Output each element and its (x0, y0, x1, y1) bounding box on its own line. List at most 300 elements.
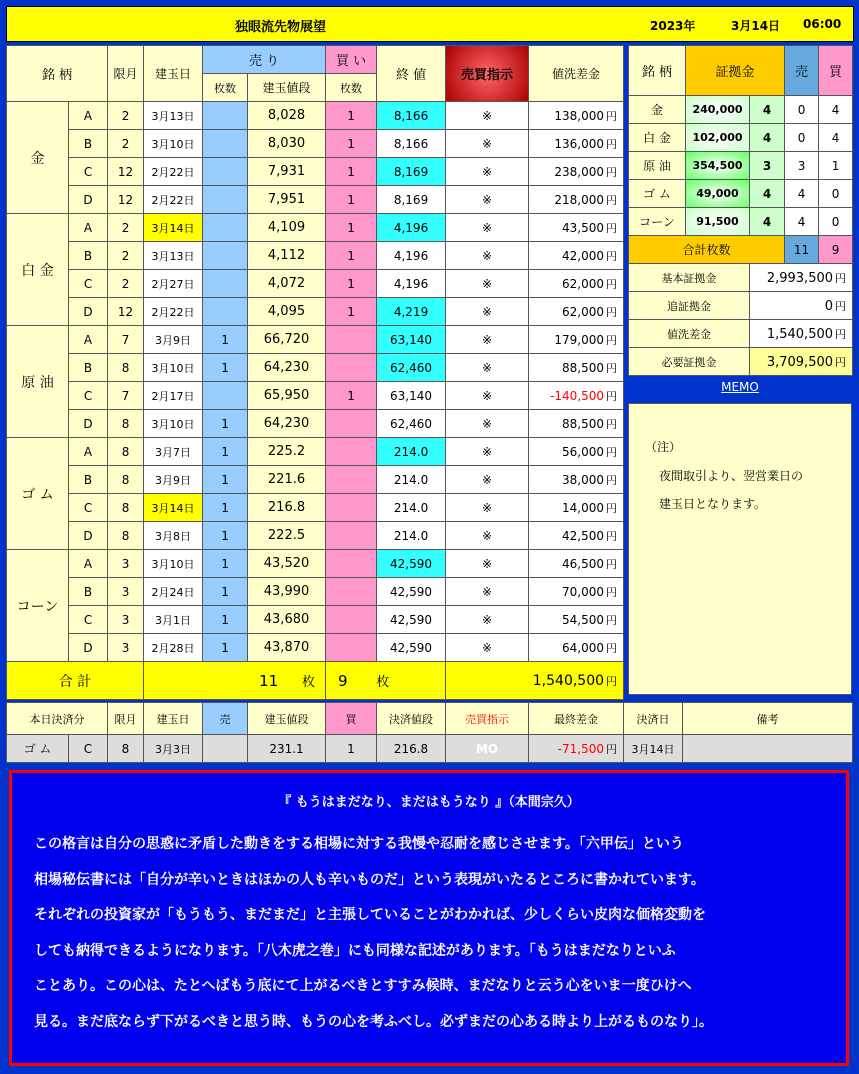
grade: B (69, 354, 108, 382)
grade: A (69, 438, 108, 466)
grade: B (69, 130, 108, 158)
summary-row (629, 292, 853, 320)
table-row (7, 242, 624, 270)
grade: C (69, 494, 108, 522)
margin-count: 4 (750, 124, 785, 152)
total-sell (144, 662, 326, 700)
yen-unit: 円 (606, 109, 618, 123)
sell-count: 1 (203, 634, 248, 662)
month: 2 (108, 130, 144, 158)
instruction: ※ (446, 326, 529, 354)
settle-instruction: MO (446, 735, 529, 763)
margin-count: 4 (750, 180, 785, 208)
settlement-row (7, 735, 853, 763)
margin-count: 4 (750, 208, 785, 236)
open-price: 7,951 (248, 186, 326, 214)
month: 8 (108, 410, 144, 438)
sell-count: 1 (203, 466, 248, 494)
open-price: 43,520 (248, 550, 326, 578)
settle-open-date: 3月3日 (144, 735, 203, 763)
total-diff (446, 662, 624, 700)
sell-count (203, 158, 248, 186)
table-row (7, 298, 624, 326)
quote-line-5: ことあり。この心は、たとへばもう底にて上がるべきとすすみ候時、まだなりと云う心をいま一度ひけへ (34, 978, 692, 994)
yen-unit: 円 (606, 221, 618, 235)
margin-row (629, 208, 853, 236)
close-price: 4,219 (377, 298, 446, 326)
settle-col-buy: 買 (326, 703, 377, 735)
diff-cell (529, 606, 624, 634)
margin-sell: 4 (785, 208, 819, 236)
settle-col-open-date: 建玉日 (144, 703, 203, 735)
settle-brand: ゴ ム (7, 735, 69, 763)
margin-amount: 354,500 (686, 152, 750, 180)
settle-month: 8 (108, 735, 144, 763)
diff-cell (529, 214, 624, 242)
open-price: 43,990 (248, 578, 326, 606)
buy-count (326, 494, 377, 522)
margin-table (628, 45, 853, 376)
open-date: 3月14日 (144, 494, 203, 522)
summary-value: 3,709,500 (766, 354, 834, 370)
margin-amount: 49,000 (686, 180, 750, 208)
settle-col-month: 限月 (108, 703, 144, 735)
summary-value: 1,540,500 (766, 326, 834, 342)
header-date: 3月14日 (731, 19, 781, 33)
month: 2 (108, 214, 144, 242)
yen-unit: 円 (606, 473, 618, 487)
quote-line-6: 見る。まだ底ならず下がるべきと思う時、もうの心を考ふべし。必ずまだの心ある時より上がるものなり」。 (34, 1013, 713, 1030)
diff-cell (529, 326, 624, 354)
margin-buy: 1 (819, 152, 853, 180)
yen-unit: 円 (606, 445, 618, 459)
margin-amount: 240,000 (686, 96, 750, 124)
margin-brand: ゴ ム (629, 180, 686, 208)
margin-row (629, 96, 853, 124)
buy-count: 1 (326, 186, 377, 214)
open-date: 3月10日 (144, 130, 203, 158)
close-price: 214.0 (377, 522, 446, 550)
col-diff: 値洗差金 (529, 46, 624, 102)
settle-col-today: 本日決済分 (7, 703, 108, 735)
diff-cell (529, 550, 624, 578)
margin-brand: 白 金 (629, 124, 686, 152)
grade: D (69, 522, 108, 550)
close-price: 62,460 (377, 410, 446, 438)
diff-cell (529, 354, 624, 382)
yen-unit: 円 (606, 305, 618, 319)
close-price: 214.0 (377, 494, 446, 522)
diff-value: 42,500 (562, 528, 605, 543)
margin-sell: 4 (785, 180, 819, 208)
open-price: 64,230 (248, 410, 326, 438)
yen-unit: 円 (606, 165, 618, 179)
diff-value: 70,000 (562, 584, 605, 599)
col-month: 限月 (108, 46, 144, 102)
yen-unit: 円 (835, 299, 847, 313)
sell-count (203, 298, 248, 326)
total-diff-yen: 円 (606, 674, 618, 688)
grade: B (69, 242, 108, 270)
margin-sell: 3 (785, 152, 819, 180)
brand-name: ゴ ム (7, 438, 69, 550)
buy-count (326, 578, 377, 606)
buy-count (326, 438, 377, 466)
settle-open-price: 231.1 (248, 735, 326, 763)
table-row (7, 326, 624, 354)
summary-value: 2,993,500 (766, 270, 834, 286)
instruction: ※ (446, 354, 529, 382)
yen-unit: 円 (835, 355, 847, 369)
buy-count (326, 550, 377, 578)
month: 3 (108, 578, 144, 606)
settle-final-diff-value: -71,500 (557, 741, 604, 756)
margin-count: 4 (750, 96, 785, 124)
instruction: ※ (446, 550, 529, 578)
open-price: 4,112 (248, 242, 326, 270)
quote-title: 『 もうはまだなり、まだはもうなり 』（本間宗久） (278, 795, 580, 810)
close-price: 62,460 (377, 354, 446, 382)
settle-col-settle-date: 決済日 (624, 703, 683, 735)
table-row (7, 578, 624, 606)
sell-count (203, 214, 248, 242)
close-price: 8,169 (377, 158, 446, 186)
header-time: 06:00 (803, 17, 842, 31)
instruction: ※ (446, 522, 529, 550)
quote-line-4: しても納得できるようになります。「八木虎之巻」にも同様な記述があります。「もうはまだなりといふ (34, 942, 676, 959)
open-price: 8,028 (248, 102, 326, 130)
sell-count: 1 (203, 410, 248, 438)
month: 2 (108, 242, 144, 270)
summary-value: 0 (824, 298, 834, 314)
open-date: 3月9日 (144, 326, 203, 354)
margin-total-label: 合計枚数 (629, 236, 785, 264)
open-price: 66,720 (248, 326, 326, 354)
diff-cell (529, 102, 624, 130)
yen-unit: 円 (606, 389, 618, 403)
sell-count (203, 102, 248, 130)
yen-unit: 円 (606, 361, 618, 375)
sell-count: 1 (203, 550, 248, 578)
quote-line-3: それぞれの投資家が「もうもう、まだまだ」と主張していることがわかれば、少しくらい皮肉な価格変動を (34, 907, 706, 923)
instruction: ※ (446, 214, 529, 242)
table-row (7, 522, 624, 550)
grade: A (69, 214, 108, 242)
close-price: 42,590 (377, 606, 446, 634)
yen-unit: 円 (606, 641, 618, 655)
buy-count (326, 410, 377, 438)
total-sell-unit: 枚 (302, 675, 316, 690)
buy-count (326, 466, 377, 494)
buy-count: 1 (326, 158, 377, 186)
close-price: 4,196 (377, 242, 446, 270)
yen-unit: 円 (606, 249, 618, 263)
summary-value-cell (750, 264, 853, 292)
quote-box (9, 770, 849, 1066)
margin-buy: 0 (819, 208, 853, 236)
open-price: 222.5 (248, 522, 326, 550)
diff-cell (529, 634, 624, 662)
instruction: ※ (446, 270, 529, 298)
yen-unit: 円 (606, 585, 618, 599)
margin-total-buy: 9 (819, 236, 853, 264)
close-price: 4,196 (377, 214, 446, 242)
open-price: 64,230 (248, 354, 326, 382)
table-row (7, 606, 624, 634)
summary-row (629, 320, 853, 348)
table-row (7, 270, 624, 298)
grade: A (69, 102, 108, 130)
buy-count (326, 634, 377, 662)
grade: A (69, 550, 108, 578)
diff-value: 218,000 (554, 192, 605, 207)
diff-value: 62,000 (562, 276, 605, 291)
close-price: 8,169 (377, 186, 446, 214)
sell-count (203, 242, 248, 270)
settle-col-sell: 売 (203, 703, 248, 735)
sell-count: 1 (203, 438, 248, 466)
open-price: 4,095 (248, 298, 326, 326)
margin-total-sell: 11 (785, 236, 819, 264)
table-row (7, 354, 624, 382)
open-date: 2月22日 (144, 186, 203, 214)
diff-value: 138,000 (554, 108, 605, 123)
margin-buy: 0 (819, 180, 853, 208)
open-date: 3月1日 (144, 606, 203, 634)
sell-count: 1 (203, 522, 248, 550)
yen-unit: 円 (606, 501, 618, 515)
quote-body (34, 827, 834, 1040)
table-row (7, 186, 624, 214)
brand-name: 白 金 (7, 214, 69, 326)
open-date: 2月27日 (144, 270, 203, 298)
margin-row (629, 124, 853, 152)
grade: D (69, 186, 108, 214)
sell-count (203, 130, 248, 158)
brand-name: 原 油 (7, 326, 69, 438)
close-price: 63,140 (377, 382, 446, 410)
memo-line-1: （注） (645, 440, 682, 454)
instruction: ※ (446, 410, 529, 438)
summary-label: 基本証拠金 (629, 264, 750, 292)
open-price: 225.2 (248, 438, 326, 466)
sell-count (203, 270, 248, 298)
instruction: ※ (446, 466, 529, 494)
settle-col-final-diff: 最終差金 (529, 703, 624, 735)
settle-final-diff (529, 735, 624, 763)
month: 2 (108, 270, 144, 298)
open-date: 3月10日 (144, 410, 203, 438)
margin-buy: 4 (819, 96, 853, 124)
col-buy-count: 枚数 (326, 74, 377, 102)
open-date: 2月22日 (144, 158, 203, 186)
margin-amount: 102,000 (686, 124, 750, 152)
summary-row (629, 348, 853, 376)
diff-cell (529, 438, 624, 466)
summary-value-cell (750, 292, 853, 320)
instruction: ※ (446, 242, 529, 270)
diff-cell (529, 522, 624, 550)
instruction: ※ (446, 634, 529, 662)
instruction: ※ (446, 382, 529, 410)
open-date: 3月7日 (144, 438, 203, 466)
quote-line-1: この格言は自分の思惑に矛盾した動きをする相場に対する我慢や忍耐を感じさせます。「六甲伝」という (34, 836, 684, 852)
sell-count: 1 (203, 606, 248, 634)
yen-unit: 円 (606, 137, 618, 151)
close-price: 4,196 (377, 270, 446, 298)
sell-count: 1 (203, 494, 248, 522)
settlement-table (6, 702, 853, 763)
buy-count (326, 326, 377, 354)
diff-value: 43,500 (562, 220, 605, 235)
summary-value-cell (750, 320, 853, 348)
diff-cell (529, 158, 624, 186)
settle-col-instruction: 売買指示 (446, 703, 529, 735)
diff-cell (529, 382, 624, 410)
month: 7 (108, 326, 144, 354)
header-year: 2023年 (650, 19, 696, 33)
table-row (7, 410, 624, 438)
table-row (7, 214, 624, 242)
yen-unit: 円 (606, 333, 618, 347)
margin-col-brand: 銘 柄 (629, 46, 686, 96)
diff-value: 238,000 (554, 164, 605, 179)
month: 12 (108, 298, 144, 326)
month: 8 (108, 466, 144, 494)
memo-line-2: 夜間取引より、翌営業日の (659, 469, 804, 483)
total-diff-value: 1,540,500 (532, 672, 605, 689)
col-sell: 売 り (203, 46, 326, 74)
col-brand: 銘 柄 (7, 46, 108, 102)
grade: D (69, 634, 108, 662)
open-date: 3月8日 (144, 522, 203, 550)
buy-count: 1 (326, 102, 377, 130)
open-date: 2月24日 (144, 578, 203, 606)
instruction: ※ (446, 578, 529, 606)
month: 3 (108, 550, 144, 578)
memo-box (628, 403, 852, 695)
margin-brand: 金 (629, 96, 686, 124)
grade: D (69, 410, 108, 438)
table-row (7, 466, 624, 494)
summary-row (629, 264, 853, 292)
buy-count: 1 (326, 298, 377, 326)
brand-name: コーン (7, 550, 69, 662)
margin-col-buy: 買 (819, 46, 853, 96)
diff-value: 56,000 (562, 444, 605, 459)
total-sell-count: 11 (259, 672, 279, 690)
col-open-price: 建玉値段 (248, 74, 326, 102)
settle-sell (203, 735, 248, 763)
sell-count: 1 (203, 578, 248, 606)
margin-row (629, 180, 853, 208)
month: 8 (108, 438, 144, 466)
diff-cell (529, 410, 624, 438)
diff-value: 14,000 (562, 500, 605, 515)
open-price: 8,030 (248, 130, 326, 158)
diff-cell (529, 130, 624, 158)
instruction: ※ (446, 606, 529, 634)
open-price: 43,680 (248, 606, 326, 634)
month: 3 (108, 606, 144, 634)
total-buy (326, 662, 446, 700)
col-buy: 買 い (326, 46, 377, 74)
open-date: 2月28日 (144, 634, 203, 662)
diff-value: 38,000 (562, 472, 605, 487)
month: 2 (108, 102, 144, 130)
open-date: 3月10日 (144, 550, 203, 578)
margin-row (629, 152, 853, 180)
col-instruction-label: 売買指示 (461, 68, 514, 83)
table-row (7, 158, 624, 186)
sell-count (203, 186, 248, 214)
close-price: 214.0 (377, 466, 446, 494)
summary-label: 値洗差金 (629, 320, 750, 348)
yen-unit: 円 (606, 613, 618, 627)
diff-value: 136,000 (554, 136, 605, 151)
open-date: 2月22日 (144, 298, 203, 326)
close-price: 42,590 (377, 578, 446, 606)
diff-value: 42,000 (562, 248, 605, 263)
buy-count (326, 522, 377, 550)
diff-value: 46,500 (562, 556, 605, 571)
diff-cell (529, 186, 624, 214)
brand-name: 金 (7, 102, 69, 214)
grade: D (69, 298, 108, 326)
margin-sell: 0 (785, 96, 819, 124)
instruction: ※ (446, 102, 529, 130)
month: 7 (108, 382, 144, 410)
settle-col-settle-price: 決済値段 (377, 703, 446, 735)
diff-cell (529, 466, 624, 494)
month: 8 (108, 522, 144, 550)
margin-brand: 原 油 (629, 152, 686, 180)
yen-unit: 円 (606, 193, 618, 207)
quote-line-2: 相場秘伝書には「自分が辛いときはほかの人も辛いものだ」という表現がいたるところに書かれています。 (34, 871, 705, 888)
buy-count (326, 606, 377, 634)
memo-link[interactable]: MEMO (721, 380, 759, 394)
sell-count (203, 382, 248, 410)
table-row (7, 438, 624, 466)
month: 12 (108, 186, 144, 214)
margin-col-amount: 証拠金 (686, 46, 785, 96)
month: 8 (108, 494, 144, 522)
settle-col-note: 備考 (683, 703, 853, 735)
sell-count: 1 (203, 326, 248, 354)
summary-label: 必要証拠金 (629, 348, 750, 376)
diff-cell (529, 270, 624, 298)
month: 3 (108, 634, 144, 662)
grade: C (69, 270, 108, 298)
close-price: 8,166 (377, 102, 446, 130)
diff-cell (529, 494, 624, 522)
buy-count: 1 (326, 270, 377, 298)
diff-value: 64,000 (562, 640, 605, 655)
yen-unit: 円 (606, 557, 618, 571)
buy-count: 1 (326, 130, 377, 158)
memo-line-3: 建玉日となります。 (659, 497, 767, 511)
open-price: 7,931 (248, 158, 326, 186)
instruction: ※ (446, 298, 529, 326)
instruction: ※ (446, 130, 529, 158)
header-bar (6, 6, 854, 42)
total-label: 合 計 (7, 662, 144, 700)
yen-unit: 円 (835, 271, 847, 285)
grade: C (69, 382, 108, 410)
margin-buy: 4 (819, 124, 853, 152)
grade: B (69, 466, 108, 494)
table-row (7, 634, 624, 662)
